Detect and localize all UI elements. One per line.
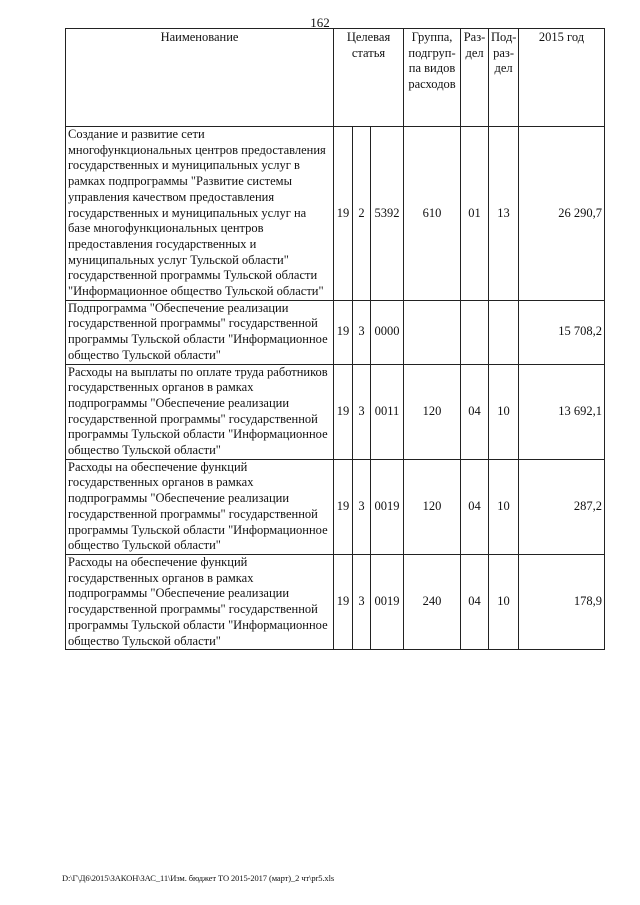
header-target-article: Целевая статья (334, 29, 404, 127)
table-row (66, 459, 605, 554)
row-code-program: 19 (334, 459, 353, 554)
row-section: 04 (461, 364, 489, 459)
budget-table (65, 28, 605, 650)
table-row (66, 554, 605, 649)
header-year: 2015 год (519, 29, 605, 127)
row-code-direction: 0019 (371, 554, 404, 649)
row-code-subprogram: 3 (353, 364, 371, 459)
row-code-subprogram: 3 (353, 300, 371, 364)
row-amount: 287,2 (519, 459, 605, 554)
row-name: Расходы на обеспечение функций государственных органов в рамках подпрограммы "Обеспечение реализации государственной программы" государственной программы Тульской области "Информационное общество Тульской области" (66, 459, 334, 554)
row-amount: 13 692,1 (519, 364, 605, 459)
row-code-program: 19 (334, 364, 353, 459)
footer-file-path: D:\Г\Д6\2015\ЗАКОН\ЗАС_11\Изм. бюджет ТО 2015-2017 (март)_2 чт\pr5.xls (62, 873, 335, 883)
row-amount: 178,9 (519, 554, 605, 649)
row-section: 04 (461, 459, 489, 554)
row-expense-group: 240 (404, 554, 461, 649)
row-subsection: 10 (489, 459, 519, 554)
row-subsection: 10 (489, 554, 519, 649)
row-expense-group: 610 (404, 127, 461, 301)
row-expense-group: 120 (404, 364, 461, 459)
row-name: Расходы на выплаты по оплате труда работников государственных органов в рамках подпрограммы "Обеспечение реализации государственной программы" государственной программы Тульской области "Информационное общество Тульской области" (66, 364, 334, 459)
row-subsection (489, 300, 519, 364)
row-name: Расходы на обеспечение функций государственных органов в рамках подпрограммы "Обеспечение реализации государственной программы" государственной программы Тульской области "Информационное общество Тульской области" (66, 554, 334, 649)
table-row (66, 300, 605, 364)
row-expense-group (404, 300, 461, 364)
table-header-row (66, 29, 605, 127)
row-code-program: 19 (334, 554, 353, 649)
page-number: 162 (310, 15, 330, 30)
row-subsection: 10 (489, 364, 519, 459)
row-code-direction: 5392 (371, 127, 404, 301)
table-row (66, 127, 605, 301)
row-name: Подпрограмма "Обеспечение реализации государственной программы" государственной программы Тульской области "Информационное общество Тульской области" (66, 300, 334, 364)
row-subsection: 13 (489, 127, 519, 301)
row-section: 04 (461, 554, 489, 649)
header-name: Наименование (66, 29, 334, 127)
row-code-direction: 0019 (371, 459, 404, 554)
row-amount: 26 290,7 (519, 127, 605, 301)
row-code-direction: 0011 (371, 364, 404, 459)
header-subsection: Под-раз-дел (489, 29, 519, 127)
row-code-subprogram: 2 (353, 127, 371, 301)
row-section: 01 (461, 127, 489, 301)
row-code-program: 19 (334, 127, 353, 301)
row-section (461, 300, 489, 364)
row-code-direction: 0000 (371, 300, 404, 364)
row-code-subprogram: 3 (353, 459, 371, 554)
table-row (66, 364, 605, 459)
row-amount: 15 708,2 (519, 300, 605, 364)
row-code-subprogram: 3 (353, 554, 371, 649)
header-expense-group: Группа, подгруп-па видов расходов (404, 29, 461, 127)
header-section: Раз-дел (461, 29, 489, 127)
row-code-program: 19 (334, 300, 353, 364)
row-name: Создание и развитие сети многофункциональных центров предоставления государственных и муниципальных услуг в рамках подпрограммы "Развитие системы управления качеством предоставления государственных и муниципальных услуг на базе многофункциональных центров предоставления государственных и муниципальных услуг Тульской области" государственной программы Тульской области "Информационное общество Тульской области" (66, 127, 334, 301)
row-expense-group: 120 (404, 459, 461, 554)
